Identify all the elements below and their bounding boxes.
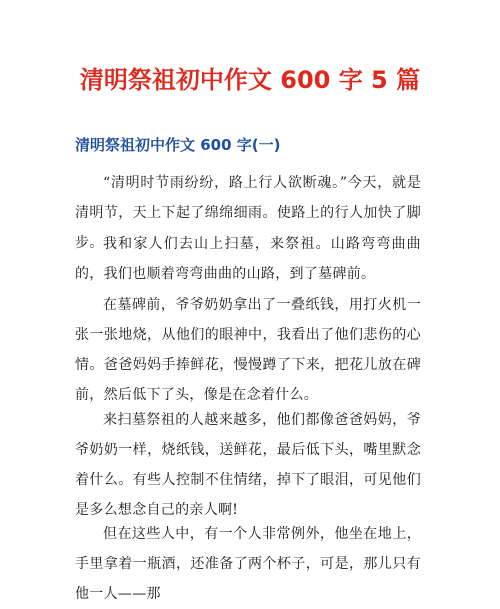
paragraph-4: 来扫墓祭祖的人越来越多，他们都像爸爸妈妈，爷爷奶奶一样，烧纸钱，送鲜花，最后低下头，嘴里默念着什么。有些人控制不住情绪，掉下了眼泪，可见他们是多么想念自己的亲人啊! [75, 412, 421, 518]
paragraph-2: 我和家人们去山上扫墓，来祭祖。山路弯弯曲曲的，我们也顺着弯弯曲曲的山路，到了墓碑前。 [75, 236, 421, 282]
paragraph-1: “清明时节雨纷纷，路上行人欲断魂。”今天，就是清明节，天上下起了绵绵细雨。使路上的行人加快了脚步。 [75, 175, 421, 251]
document-title: 清明祭祖初中作文 600 字 5 篇 [79, 66, 421, 94]
paragraph-5: 但在这些人中，有一个人非常例外，他坐在地上，手里拿着一瓶酒，还准备了两个杯子，可是，那儿只有他一人——那 [75, 526, 421, 602]
section-heading: 清明祭祖初中作文 600 字(一) [75, 136, 281, 154]
paragraph-3: 在墓碑前，爷爷奶奶拿出了一叠纸钱，用打火机一张一张地烧，从他们的眼神中，我看出了他们悲伤的心情。爸爸妈妈手捧鲜花，慢慢蹲了下来，把花儿放在碑前，然后低下了头，像是在念着什么。 [75, 297, 421, 403]
